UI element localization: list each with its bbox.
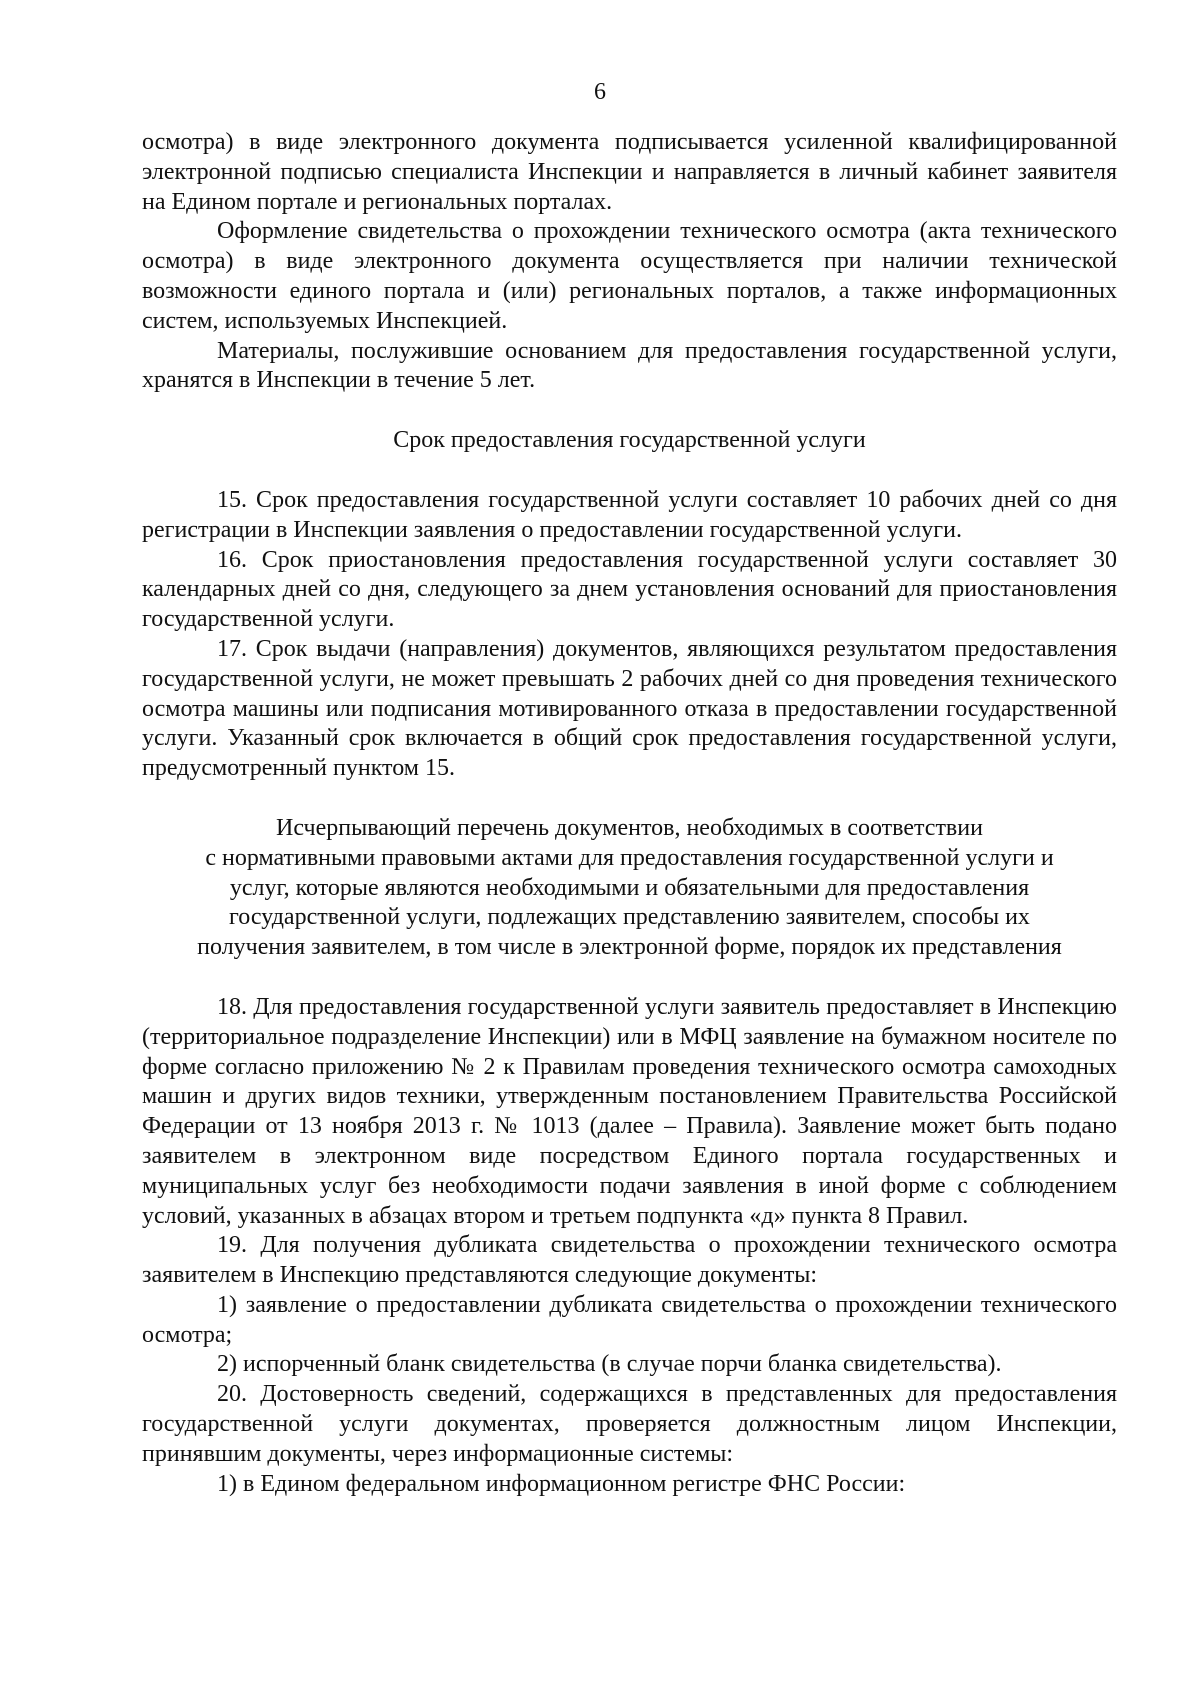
section-heading-documents-line: государственной услуги, подлежащих представлению заявителем, способы их bbox=[229, 904, 1030, 931]
paragraph-electronic-certificate: Оформление свидетельства о прохождении технического осмотра (акта технического осмотра) в виде электронного документа осуществляется при наличии технической возможности единого портала и (или) региональных порталов, а также информационных систем, используемых Инспекцией. bbox=[142, 218, 1117, 334]
list-item-20-1: 1) в Едином федеральном информационном регистре ФНС России: bbox=[217, 1470, 906, 1497]
paragraph-continuation: осмотра) в виде электронного документа подписывается усиленной квалифицированной электронной подписью специалиста Инспекции и направляется в личный кабинет заявителя на Едином портале и региональных порталах. bbox=[142, 129, 1117, 215]
section-heading-documents-line: услуг, которые являются необходимыми и обязательными для предоставления bbox=[229, 874, 1030, 901]
section-heading-documents-line: Исчерпывающий перечень документов, необходимых в соответствии bbox=[276, 814, 983, 841]
section-heading-term bbox=[142, 426, 1117, 456]
list-item-19-1: 1) заявление о предоставлении дубликата свидетельства о прохождении технического осмотра; bbox=[142, 1291, 1117, 1348]
paragraph-16: 16. Срок приостановления предоставления государственной услуги составляет 30 календарных дней со дня, следующего за днем установления оснований для приостановления государственной услуги. bbox=[142, 546, 1117, 633]
page-number: 6 bbox=[594, 79, 606, 105]
list-item-19-2: 2) испорченный бланк свидетельства (в случае порчи бланка свидетельства). bbox=[217, 1351, 1002, 1378]
section-heading-documents bbox=[142, 814, 1117, 963]
paragraph-18: 18. Для предоставления государственной услуги заявитель предоставляет в Инспекцию (территориальное подразделение Инспекции) или в МФЦ заявление на бумажном носителе по форме согласно приложению № 2 к Правилам проведения технического осмотра самоходных машин и других видов техники, утвержденным постановлением Правительства Российской Федерации от 13 ноября 2013 г. № 1013 (далее – Правила). Заявление может быть подано заявителем в электронном виде посредством Единого портала государственных и муниципальных услуг без необходимости подачи заявления в иной форме с соблюдением условий, указанных в абзацах втором и третьем подпункта «д» пункта 8 Правил. bbox=[142, 993, 1117, 1229]
paragraph-materials-storage: Материалы, послужившие основанием для предоставления государственной услуги, хранятся в Инспекции в течение 5 лет. bbox=[142, 337, 1117, 394]
document-body bbox=[142, 128, 1117, 1499]
section-heading-documents-line: получения заявителем, в том числе в электронной форме, порядок их представления bbox=[197, 934, 1062, 961]
section-heading-documents-line: с нормативными правовыми актами для предоставления государственной услуги и bbox=[205, 844, 1054, 871]
paragraph-17: 17. Срок выдачи (направления) документов, являющихся результатом предоставления государственной услуги, не может превышать 2 рабочих дней со дня проведения технического осмотра машины или подписания мотивированного отказа в предоставлении государственной услуги. Указанный срок включается в общий срок предоставления государственной услуги, предусмотренный пунктом 15. bbox=[142, 635, 1117, 782]
paragraph-15: 15. Срок предоставления государственной услуги составляет 10 рабочих дней со дня регистрации в Инспекции заявления о предоставлении государственной услуги. bbox=[142, 486, 1117, 543]
paragraph-19: 19. Для получения дубликата свидетельства о прохождении технического осмотра заявителем в Инспекцию представляются следующие документы: bbox=[142, 1232, 1117, 1289]
section-heading-term-text: Срок предоставления государственной услуги bbox=[393, 427, 866, 454]
paragraph-20: 20. Достоверность сведений, содержащихся в представленных для предоставления государственной услуги документах, проверяется должностным лицом Инспекции, принявшим документы, через информационные системы: bbox=[142, 1381, 1117, 1467]
